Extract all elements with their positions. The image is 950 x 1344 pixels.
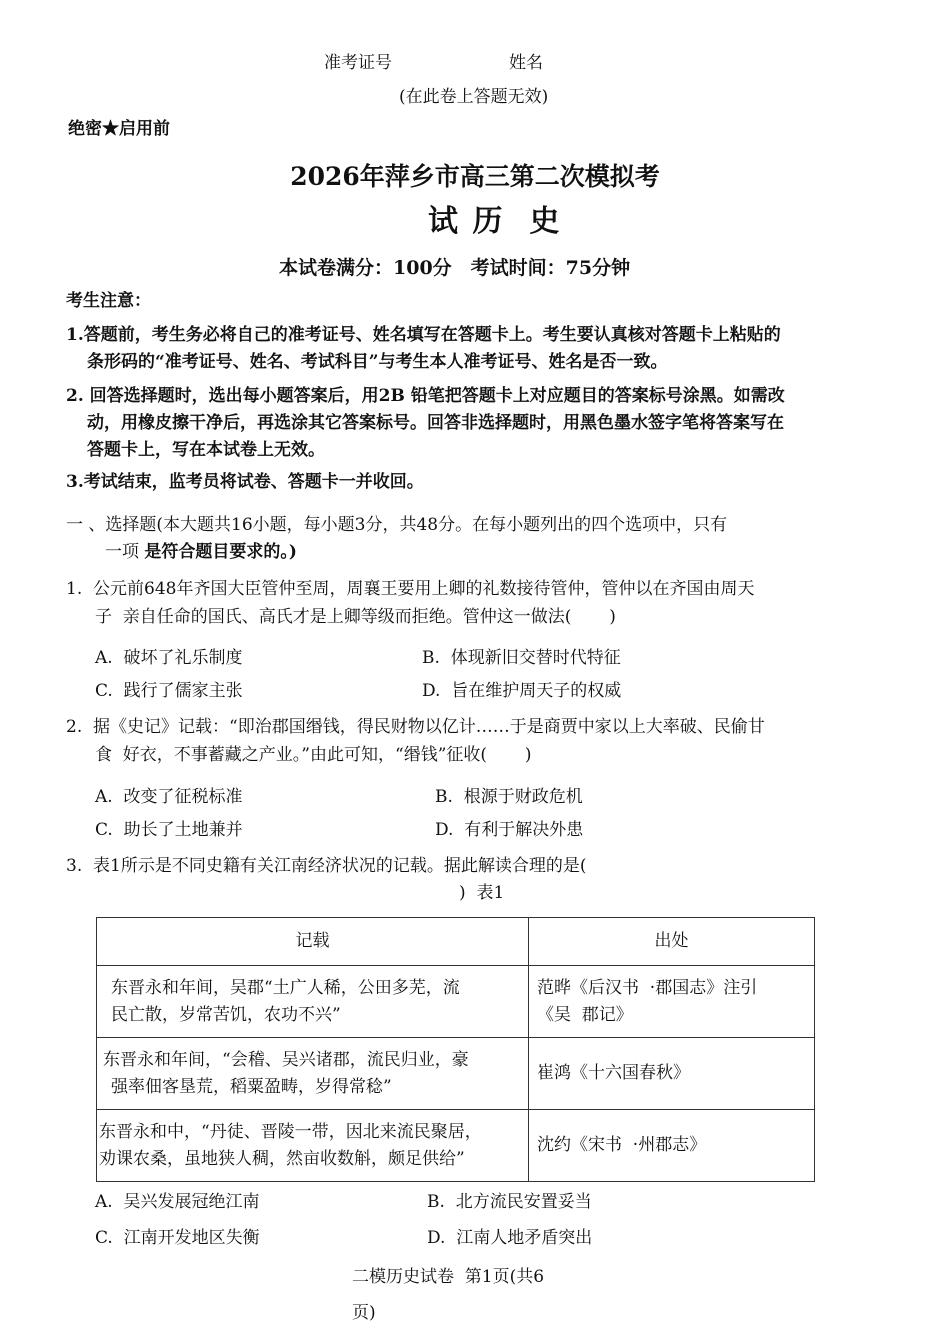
notice-item-1-line1: 1.答题前，考生务必将自己的准考证号、姓名填写在答题卡上。考生要认真核对答题卡上粘贴的 bbox=[66, 325, 781, 345]
exam-title: 2026年萍乡市高三第二次模拟考 bbox=[290, 162, 660, 191]
section-line2 bbox=[105, 541, 297, 563]
table-cell-source bbox=[529, 966, 815, 1038]
invalid-note: (在此卷上答题无效) bbox=[399, 87, 549, 107]
table-cell-source-line1: 范晔《后汉书 ·郡国志》注引 bbox=[537, 977, 758, 998]
q2-line2: 食 好衣，不事蓄藏之产业。”由此可知，“缗钱”征收( ) bbox=[95, 745, 532, 765]
table-cell-source-line1: 崔鸿《十六国春秋》 bbox=[537, 1063, 690, 1083]
table-1 bbox=[96, 917, 815, 1182]
table-row bbox=[97, 1038, 815, 1110]
q3-line1: 3. 表1所示是不同史籍有关江南经济状况的记载。据此解读合理的是( bbox=[66, 856, 587, 876]
q3-option-a[interactable]: A. 吴兴发展冠绝江南 bbox=[95, 1192, 260, 1212]
q1-option-b[interactable]: B. 体现新旧交替时代特征 bbox=[422, 648, 621, 668]
table-cell-source-line2: 《吴 郡记》 bbox=[537, 1004, 633, 1025]
secret-label: 绝密★启用前 bbox=[68, 119, 170, 139]
q3-option-c[interactable]: C. 江南开发地区失衡 bbox=[95, 1228, 260, 1248]
section-line2-b: 是符合题目要求的。) bbox=[144, 542, 297, 562]
q2-option-c[interactable]: C. 助长了土地兼并 bbox=[95, 820, 243, 840]
q3-line2: ) 表1 bbox=[459, 883, 505, 903]
table-header-source: 出处 bbox=[529, 918, 815, 966]
notice-item-2-line2: 动，用橡皮擦干净后，再选涂其它答案标号。回答非选择题时，用黑色墨水签字笔将答案写在 bbox=[87, 413, 784, 433]
table-header-row bbox=[97, 918, 815, 966]
q2-option-b[interactable]: B. 根源于财政危机 bbox=[435, 787, 583, 807]
q2-option-a[interactable]: A. 改变了征税标准 bbox=[95, 787, 243, 807]
table-cell-record-line2: 劝课农桑，虽地狭人稠，然亩收数斛，颇足供给” bbox=[99, 1148, 465, 1169]
q1-line2: 子 亲自任命的国氏、高氏才是上卿等级而拒绝。管仲这一做法( ) bbox=[95, 607, 616, 627]
table-cell-source bbox=[529, 1038, 815, 1110]
q3-option-b[interactable]: B. 北方流民安置妥当 bbox=[427, 1192, 592, 1212]
q1-line1: 1. 公元前648年齐国大臣管仲至周，周襄王要用上卿的礼数接待管仲，管仲以在齐国由周天 bbox=[66, 579, 755, 599]
q2-option-d[interactable]: D. 有利于解决外患 bbox=[435, 820, 584, 840]
notice-item-2 bbox=[66, 383, 785, 464]
table-cell-record-line1: 东晋永和年间，“会稽、吴兴诸郡，流民归业，豪 bbox=[103, 1049, 469, 1070]
table-cell-source-line1: 沈约《宋书 ·州郡志》 bbox=[537, 1135, 707, 1155]
q1-option-d[interactable]: D. 旨在维护周天子的权威 bbox=[422, 681, 622, 701]
notice-item-2-line3: 答题卡上，写在本试卷上无效。 bbox=[87, 440, 325, 460]
notice-heading: 考生注意： bbox=[66, 291, 151, 311]
table-cell-record bbox=[97, 966, 529, 1038]
q3-option-d[interactable]: D. 江南人地矛盾突出 bbox=[427, 1228, 593, 1248]
q1-option-a[interactable]: A. 破坏了礼乐制度 bbox=[95, 648, 243, 668]
table-cell-source bbox=[529, 1110, 815, 1182]
table-cell-record-line1: 东晋永和年间，吴郡“土广人稀，公田多芜，流 bbox=[111, 977, 460, 998]
q2-line1: 2. 据《史记》记载：“即治郡国缗钱，得民财物以亿计……于是商贾中家以上大率破、民偷甘 bbox=[66, 717, 765, 737]
q1-option-c[interactable]: C. 践行了儒家主张 bbox=[95, 681, 243, 701]
score-time: 本试卷满分：100分 考试时间：75分钟 bbox=[279, 257, 631, 279]
section-line2-a: 一项 bbox=[105, 542, 145, 562]
notice-item-3 bbox=[66, 469, 424, 496]
footer-line2: 页) bbox=[352, 1303, 376, 1323]
table-cell-record-line2: 强率佃客垦荒，稻粟盈畴，岁得常稔” bbox=[111, 1076, 392, 1097]
table-row bbox=[97, 1110, 815, 1182]
notice-item-3-line1: 3.考试结束，监考员将试卷、答题卡一并收回。 bbox=[66, 472, 424, 492]
notice-item-1-line2: 条形码的“准考证号、姓名、考试科目”与考生本人准考证号、姓名是否一致。 bbox=[87, 352, 668, 372]
notice-item-1 bbox=[66, 322, 781, 376]
table-cell-record bbox=[97, 1038, 529, 1110]
table-header-record: 记载 bbox=[97, 918, 529, 966]
subject-title: 试 历 史 bbox=[428, 204, 562, 239]
table-cell-record-line1: 东晋永和中，“丹徒、晋陵一带，因北来流民聚居， bbox=[99, 1121, 482, 1142]
table-cell-record bbox=[97, 1110, 529, 1182]
footer-line1: 二模历史试卷 第1页(共6 bbox=[352, 1267, 545, 1287]
exam-id-label: 准考证号 bbox=[324, 53, 392, 73]
section-line1: 一 、选择题(本大题共16小题，每小题3分，共48分。在每小题列出的四个选项中，只有 bbox=[66, 515, 728, 535]
table-row bbox=[97, 966, 815, 1038]
table-cell-record-line2: 民亡散，岁常苦饥，农功不兴” bbox=[111, 1004, 341, 1025]
notice-item-2-line1: 2. 回答选择题时，选出每小题答案后，用2B 铅笔把答题卡上对应题目的答案标号涂黑。如需改 bbox=[66, 386, 785, 406]
name-label: 姓名 bbox=[509, 53, 543, 73]
